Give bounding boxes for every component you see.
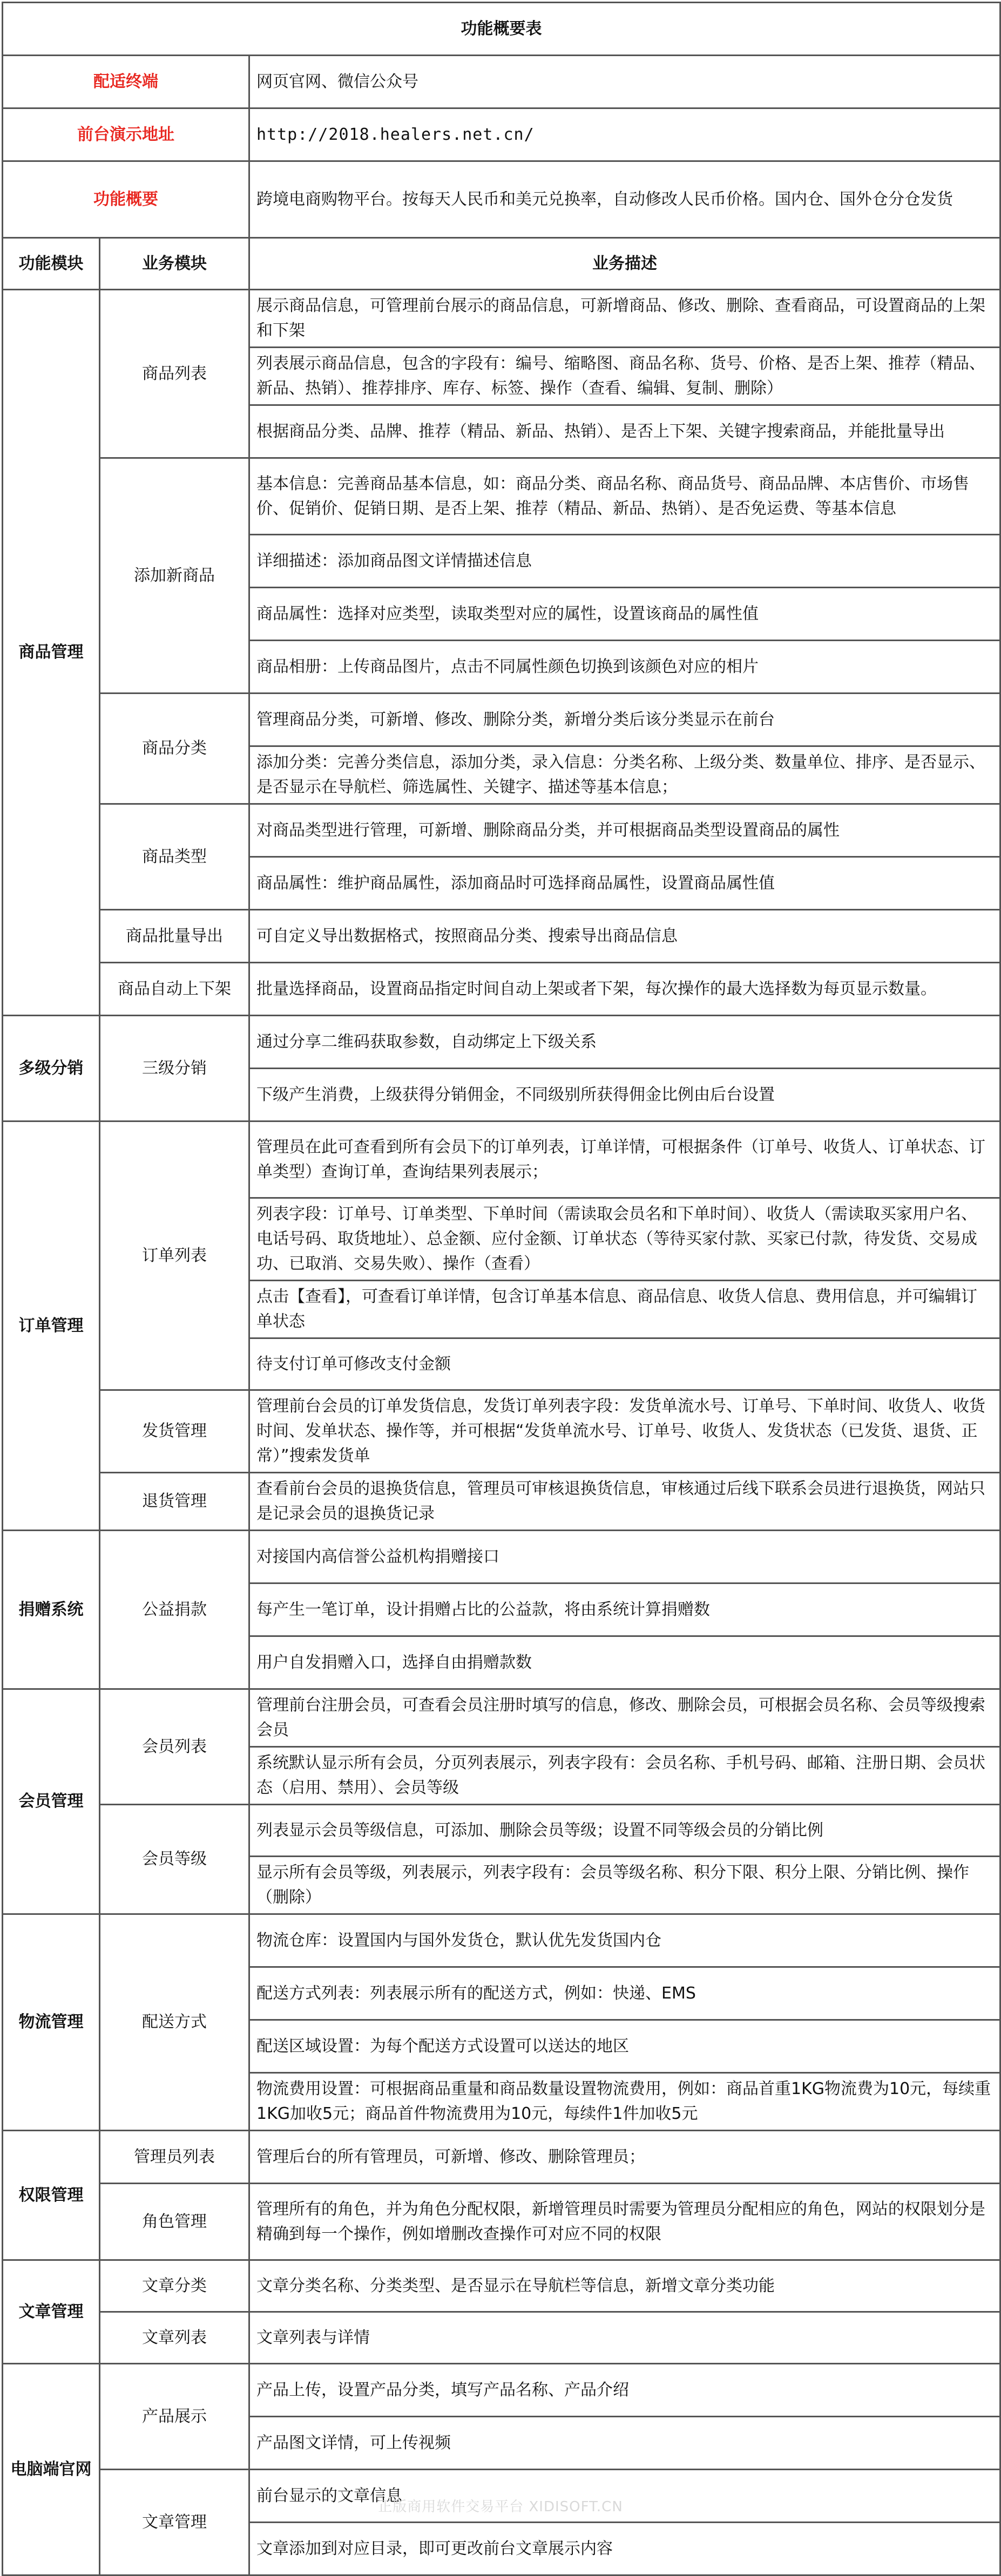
description-cell: 商品属性：选择对应类型，读取类型对应的属性，设置该商品的属性值	[249, 588, 1000, 641]
business-cell: 发货管理	[100, 1390, 249, 1473]
header-description: 业务描述	[249, 238, 1000, 290]
business-cell: 公益捐款	[100, 1531, 249, 1689]
table-row	[3, 694, 1000, 746]
description-cell: 管理员在此可查看到所有会员下的订单列表，订单详情，可根据条件（订单号、收货人、订单状态、订单类型）查询订单，查询结果列表展示；	[249, 1122, 1000, 1198]
description-cell: 配送方式列表：列表展示所有的配送方式，例如：快递、EMS	[249, 1967, 1000, 2020]
description-cell: 商品属性：维护商品属性，添加商品时可选择商品属性，设置商品属性值	[249, 857, 1000, 910]
business-cell: 文章列表	[100, 2312, 249, 2364]
table-row	[3, 2131, 1000, 2184]
description-cell: 系统默认显示所有会员，分页列表展示，列表字段有：会员名称、手机号码、邮箱、注册日期、会员状态（启用、禁用）、会员等级	[249, 1747, 1000, 1805]
module-cell: 文章管理	[3, 2260, 100, 2364]
table-row	[3, 1016, 1000, 1069]
module-cell: 多级分销	[3, 1016, 100, 1122]
description-cell: 根据商品分类、品牌、推荐（精品、新品、热销）、是否上下架、关键字搜索商品，并能批量导出	[249, 405, 1000, 458]
table-row	[3, 1805, 1000, 1857]
description-cell: 对商品类型进行管理，可新增、删除商品分类，并可根据商品类型设置商品的属性	[249, 804, 1000, 857]
business-cell: 角色管理	[100, 2184, 249, 2260]
module-cell: 商品管理	[3, 290, 100, 1016]
business-cell: 会员列表	[100, 1689, 249, 1805]
description-cell: 待支付订单可修改支付金额	[249, 1338, 1000, 1390]
description-cell: 对接国内高信誉公益机构捐赠接口	[249, 1531, 1000, 1583]
table-title: 功能概要表	[3, 3, 1000, 56]
meta-value-terminal: 网页官网、微信公众号	[249, 56, 1000, 108]
meta-label-demo-url: 前台演示地址	[3, 108, 249, 161]
description-cell: 点击【查看】，可查看订单详情，包含订单基本信息、商品信息、收货人信息、费用信息，并可编辑订单状态	[249, 1281, 1000, 1338]
description-cell: 展示商品信息，可管理前台展示的商品信息，可新增商品、修改、删除、查看商品，可设置商品的上架和下架	[249, 290, 1000, 348]
watermark: 正版商用软件交易平台 XIDISOFT.CN	[378, 2499, 623, 2515]
business-cell: 文章分类	[100, 2260, 249, 2312]
business-cell: 商品类型	[100, 804, 249, 910]
business-cell: 添加新商品	[100, 458, 249, 694]
description-cell: 管理前台注册会员，可查看会员注册时填写的信息，修改、删除会员，可根据会员名称、会员等级搜索会员	[249, 1689, 1000, 1747]
description-cell: 列表显示会员等级信息，可添加、删除会员等级；设置不同等级会员的分销比例	[249, 1805, 1000, 1857]
function-overview-table	[2, 2, 1001, 2576]
table-row	[3, 804, 1000, 857]
description-cell: 显示所有会员等级，列表展示，列表字段有：会员等级名称、积分下限、积分上限、分销比例、操作（删除）	[249, 1857, 1000, 1914]
business-cell: 会员等级	[100, 1805, 249, 1914]
description-cell: 列表字段：订单号、订单类型、下单时间（需读取会员名和下单时间）、收货人（需读取买家用户名、电话号码、取货地址）、总金额、应付金额、订单状态（等待买家付款、买家已付款，待发货、交易成功、已取消、交易失败）、操作（查看）	[249, 1198, 1000, 1281]
description-cell: 查看前台会员的退换货信息，管理员可审核退换货信息，审核通过后线下联系会员进行退换货，网站只是记录会员的退换货记录	[249, 1473, 1000, 1531]
business-cell: 产品展示	[100, 2364, 249, 2470]
business-cell: 订单列表	[100, 1122, 249, 1390]
description-cell: 物流仓库：设置国内与国外发货仓，默认优先发货国内仓	[249, 1914, 1000, 1967]
business-cell: 商品分类	[100, 694, 249, 804]
table-row	[3, 1914, 1000, 1967]
description-cell: 物流费用设置：可根据商品重量和商品数量设置物流费用，例如：商品首重1KG物流费为10元，每续重1KG加收5元；商品首件物流费用为10元，每续件1件加收5元	[249, 2073, 1000, 2131]
description-cell: 配送区域设置：为每个配送方式设置可以送达的地区	[249, 2020, 1000, 2073]
table-row	[3, 290, 1000, 348]
table-row	[3, 963, 1000, 1016]
business-cell: 文章管理	[100, 2470, 249, 2575]
table-row	[3, 1122, 1000, 1198]
description-cell: 文章添加到对应目录，即可更改前台文章展示内容	[249, 2523, 1000, 2575]
business-cell: 商品自动上下架	[100, 963, 249, 1016]
table-row	[3, 2312, 1000, 2364]
description-cell: 管理商品分类，可新增、修改、删除分类，新增分类后该分类显示在前台	[249, 694, 1000, 746]
description-cell: 列表展示商品信息，包含的字段有：编号、缩略图、商品名称、货号、价格、是否上架、推荐（精品、新品、热销）、推荐排序、库存、标签、操作（查看、编辑、复制、删除）	[249, 348, 1000, 405]
description-cell: 商品相册：上传商品图片，点击不同属性颜色切换到该颜色对应的相片	[249, 641, 1000, 694]
module-cell: 捐赠系统	[3, 1531, 100, 1689]
business-cell: 配送方式	[100, 1914, 249, 2131]
description-cell: 可自定义导出数据格式，按照商品分类、搜索导出商品信息	[249, 910, 1000, 963]
description-cell: 产品上传，设置产品分类，填写产品名称、产品介绍	[249, 2364, 1000, 2417]
description-cell: 用户自发捐赠入口，选择自由捐赠款数	[249, 1636, 1000, 1689]
business-cell: 商品列表	[100, 290, 249, 458]
business-cell: 管理员列表	[100, 2131, 249, 2184]
module-cell: 会员管理	[3, 1689, 100, 1914]
table-row	[3, 910, 1000, 963]
module-cell: 权限管理	[3, 2131, 100, 2260]
table-row	[3, 2260, 1000, 2312]
description-cell: 管理所有的角色，并为角色分配权限，新增管理员时需要为管理员分配相应的角色，网站的权限划分是精确到每一个操作，例如增删改查操作可对应不同的权限	[249, 2184, 1000, 2260]
description-cell: 添加分类：完善分类信息，添加分类，录入信息：分类名称、上级分类、数量单位、排序、是否显示、是否显示在导航栏、筛选属性、关键字、描述等基本信息；	[249, 746, 1000, 804]
description-cell: 管理前台会员的订单发货信息，发货订单列表字段：发货单流水号、订单号、下单时间、收货人、收货时间、发单状态、操作等，并可根据“发货单流水号、订单号、收货人、发货状态（已发货、退货、正常）”搜索发货单	[249, 1390, 1000, 1473]
description-cell: 基本信息：完善商品基本信息，如：商品分类、商品名称、商品货号、商品品牌、本店售价、市场售价、促销价、促销日期、是否上架、推荐（精品、新品、热销）、是否免运费、等基本信息	[249, 458, 1000, 535]
description-cell: 批量选择商品，设置商品指定时间自动上架或者下架，每次操作的最大选择数为每页显示数量。	[249, 963, 1000, 1016]
header-business: 业务模块	[100, 238, 249, 290]
meta-value-demo-url: http://2018.healers.net.cn/	[249, 108, 1000, 161]
module-cell: 物流管理	[3, 1914, 100, 2131]
description-cell: 文章分类名称、分类类型、是否显示在导航栏等信息，新增文章分类功能	[249, 2260, 1000, 2312]
description-cell: 每产生一笔订单，设计捐赠占比的公益款，将由系统计算捐赠数	[249, 1583, 1000, 1636]
description-cell: 管理后台的所有管理员，可新增、修改、删除管理员；	[249, 2131, 1000, 2184]
table-row	[3, 2184, 1000, 2260]
header-module: 功能模块	[3, 238, 100, 290]
description-cell: 下级产生消费，上级获得分销佣金，不同级别所获得佣金比例由后台设置	[249, 1069, 1000, 1122]
business-cell: 退货管理	[100, 1473, 249, 1531]
module-cell: 订单管理	[3, 1122, 100, 1531]
table-row	[3, 1473, 1000, 1531]
module-cell: 电脑端官网	[3, 2364, 100, 2575]
table-row	[3, 1390, 1000, 1473]
table-row	[3, 1531, 1000, 1583]
description-cell: 文章列表与详情	[249, 2312, 1000, 2364]
table-row	[3, 1689, 1000, 1747]
meta-label-terminal: 配适终端	[3, 56, 249, 108]
business-cell: 三级分销	[100, 1016, 249, 1122]
table-row	[3, 458, 1000, 535]
table-row	[3, 2364, 1000, 2417]
description-cell: 详细描述：添加商品图文详情描述信息	[249, 535, 1000, 588]
meta-label-overview: 功能概要	[3, 161, 249, 238]
description-cell: 通过分享二维码获取参数，自动绑定上下级关系	[249, 1016, 1000, 1069]
meta-value-overview: 跨境电商购物平台。按每天人民币和美元兑换率，自动修改人民币价格。国内仓、国外仓分仓发货	[249, 161, 1000, 238]
description-cell: 产品图文详情，可上传视频	[249, 2417, 1000, 2470]
description-cell: 前台显示的文章信息	[249, 2470, 1000, 2523]
business-cell: 商品批量导出	[100, 910, 249, 963]
